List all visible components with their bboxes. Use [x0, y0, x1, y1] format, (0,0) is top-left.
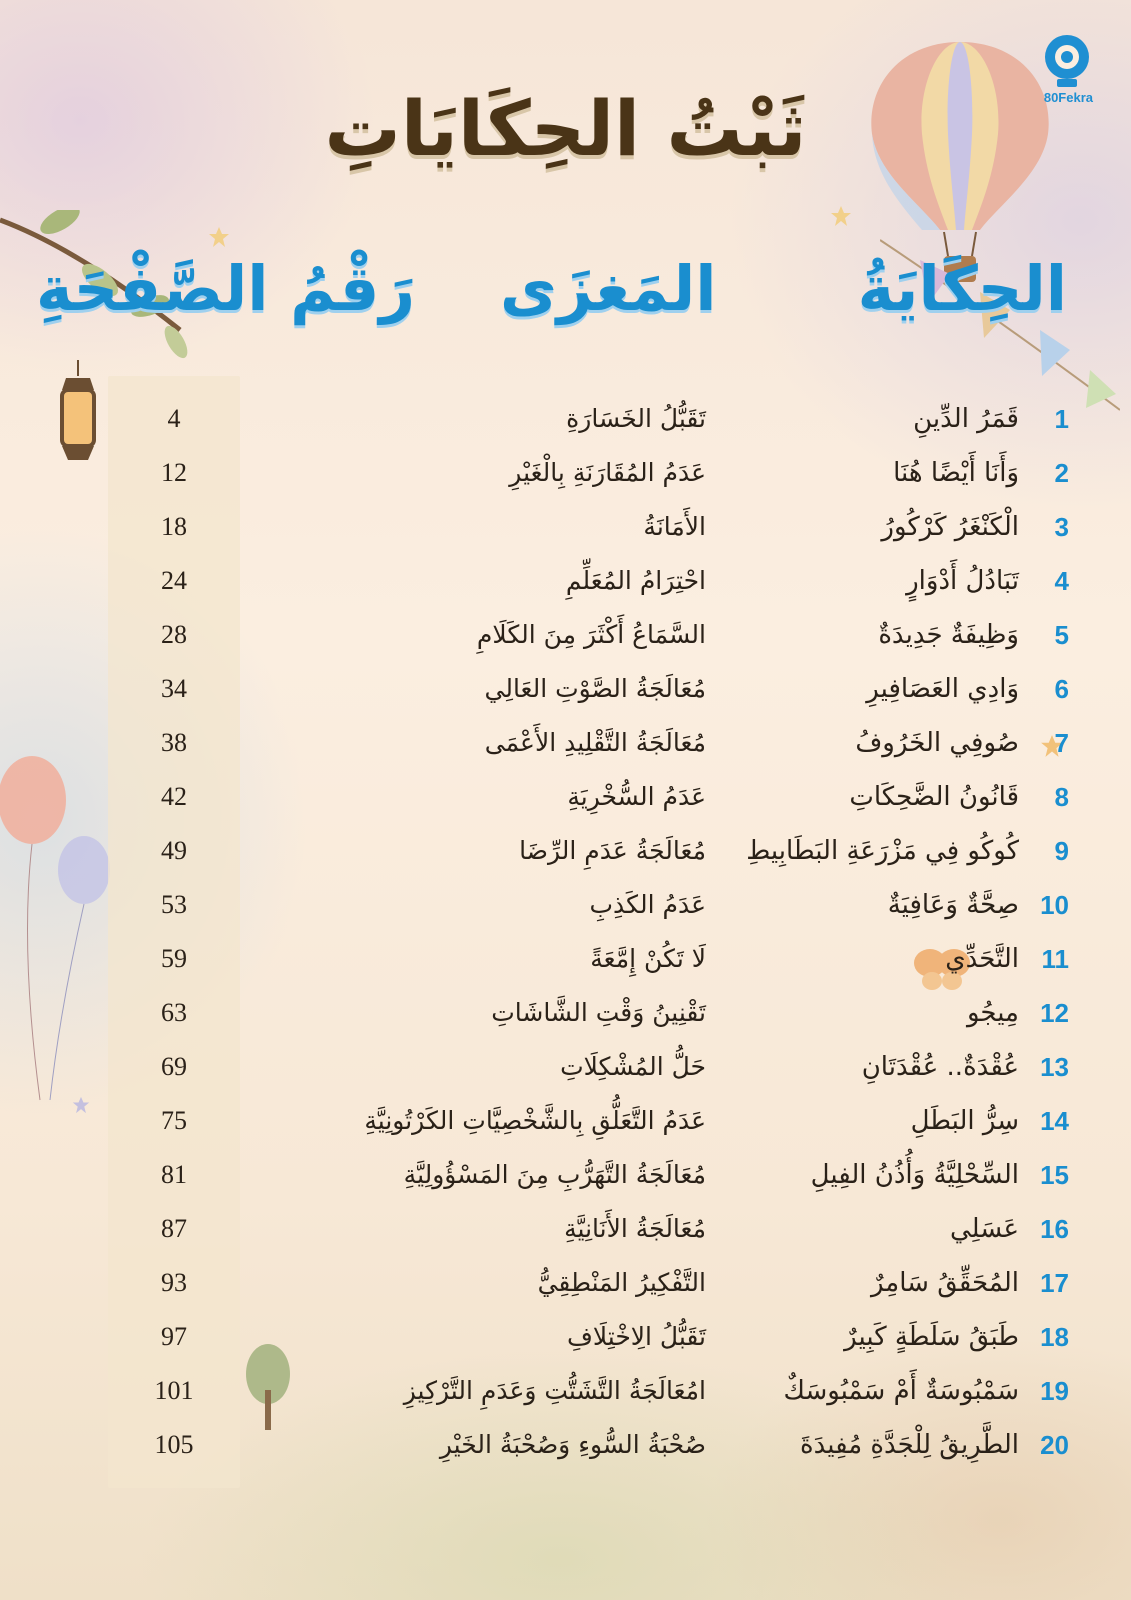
story-number: 9	[1054, 836, 1069, 866]
story-moral: مُعَالَجَةُ التَّهَرُّبِ مِنَ المَسْؤُولِيَّةِ	[403, 1160, 706, 1189]
story-number: 5	[1054, 620, 1069, 650]
story-title: طَبَقُ سَلَطَةٍ كَبِيرٌ	[844, 1322, 1019, 1352]
story-title: صِحَّةٌ وَعَافِيَةٌ	[887, 890, 1019, 920]
page-number: 59	[161, 944, 187, 973]
story-moral: احْتِرَامُ المُعَلِّمِ	[565, 566, 706, 595]
story-number: 4	[1054, 566, 1069, 596]
table-row	[0, 608, 1131, 662]
story-title: كُوكُو فِي مَزْرَعَةِ البَطَابِيطِ	[746, 836, 1019, 866]
story-moral: السَّمَاعُ أَكْثَرَ مِنَ الكَلَامِ	[476, 620, 706, 649]
story-moral: صُحْبَةُ السُّوءِ وَصُحْبَةُ الخَيْرِ	[439, 1430, 706, 1459]
table-row	[0, 1418, 1131, 1472]
story-moral: لَا تَكُنْ إِمَّعَةً	[590, 944, 706, 973]
table-row	[0, 716, 1131, 770]
table-row	[0, 1040, 1131, 1094]
table-row	[0, 878, 1131, 932]
page-number: 69	[161, 1052, 187, 1081]
table-row	[0, 986, 1131, 1040]
story-title: قَمَرُ الدِّينِ	[913, 404, 1019, 434]
page-title: ثَبْتُ الحِكَايَاتِ	[324, 84, 807, 173]
story-number: 20	[1040, 1430, 1069, 1460]
story-title: صُوفِي الخَرُوفُ	[855, 728, 1019, 758]
story-moral: تَقَبُّلُ الِاخْتِلَافِ	[566, 1322, 706, 1351]
column-header-moral: المَغزَى	[500, 252, 717, 325]
column-header-story: الحِكَايَةُ	[857, 252, 1067, 325]
page-number: 93	[161, 1268, 187, 1297]
story-number: 17	[1040, 1268, 1069, 1298]
page-number: 4	[167, 404, 181, 433]
story-moral: مُعَالَجَةُ الأَنَانِيَّةِ	[564, 1214, 706, 1243]
story-number: 18	[1040, 1322, 1069, 1352]
story-number: 16	[1040, 1214, 1069, 1244]
story-title: وَادِي العَصَافِيرِ	[866, 674, 1019, 704]
story-title: مِيجُو	[967, 998, 1019, 1028]
page-number: 12	[161, 458, 187, 487]
story-moral: عَدَمُ التَّعَلُّقِ بِالشَّخْصِيَّاتِ الكَرْتُونِيَّةِ	[364, 1106, 706, 1135]
story-moral: الأَمَانَةُ	[643, 512, 706, 541]
story-number: 11	[1041, 944, 1069, 974]
page-number: 87	[161, 1214, 187, 1243]
table-row	[0, 1148, 1131, 1202]
story-number: 8	[1054, 782, 1069, 812]
story-title: تَبَادُلُ أَدْوَارٍ	[906, 566, 1019, 596]
story-title: وَظِيفَةٌ جَدِيدَةٌ	[878, 620, 1019, 650]
story-title: المُحَقِّقُ سَامِرٌ	[870, 1268, 1019, 1298]
story-title: الطَّرِيقُ لِلْجَدَّةِ مُفِيدَةَ	[799, 1430, 1019, 1460]
page-number: 97	[161, 1322, 187, 1351]
table-row	[0, 1364, 1131, 1418]
story-number: 14	[1040, 1106, 1069, 1136]
story-title: السِّحْلِيَّةُ وَأُذُنُ الفِيلِ	[810, 1160, 1019, 1190]
star-icon	[208, 226, 230, 248]
story-title: عَسَلِي	[950, 1214, 1019, 1244]
story-moral: عَدَمُ السُّخْرِيَةِ	[567, 782, 706, 811]
story-moral: مُعَالَجَةُ التَّقْلِيدِ الأَعْمَى	[484, 728, 706, 757]
table-row	[0, 1094, 1131, 1148]
story-moral: تَقَبُّلُ الخَسَارَةِ	[566, 404, 706, 433]
story-moral: امُعَالَجَةُ التَّشَتُّتِ وَعَدَمِ التَّرْكِيزِ	[403, 1376, 706, 1405]
table-row	[0, 1310, 1131, 1364]
table-row	[0, 662, 1131, 716]
story-number: 2	[1054, 458, 1069, 488]
table-row	[0, 1202, 1131, 1256]
page-number: 63	[161, 998, 187, 1027]
story-number: 13	[1040, 1052, 1069, 1082]
page-number: 75	[161, 1106, 187, 1135]
table-row	[0, 824, 1131, 878]
star-icon	[830, 205, 852, 227]
story-title: سَمْبُوسَةٌ أَمْ سَمْبُوسَكٌ	[783, 1376, 1019, 1406]
table-row	[0, 446, 1131, 500]
column-header-page: رَقْمُ الصَّفْحَةِ	[36, 252, 416, 325]
story-title: سِرُّ البَطَلِ	[910, 1106, 1019, 1136]
page-number: 101	[154, 1376, 194, 1405]
table-row	[0, 554, 1131, 608]
table-row	[0, 770, 1131, 824]
page-number: 38	[161, 728, 187, 757]
story-title: قَانُونُ الضَّحِكَاتِ	[849, 782, 1019, 812]
story-title: التَّحَدِّي	[945, 944, 1019, 974]
brand-name: 80Fekra	[1043, 90, 1093, 105]
story-number: 15	[1040, 1160, 1069, 1190]
story-number: 1	[1054, 404, 1069, 434]
story-moral: مُعَالَجَةُ عَدَمِ الرِّضَا	[519, 836, 706, 865]
story-title: الْكَنْغَرُ كَرْكُورُ	[881, 512, 1019, 542]
story-number: 19	[1040, 1376, 1069, 1406]
story-number: 3	[1054, 512, 1069, 542]
page-number: 34	[161, 674, 187, 703]
story-number: 12	[1040, 998, 1069, 1028]
story-title: وَأَنَا أَيْضًا هُنَا	[893, 458, 1019, 488]
story-number: 10	[1040, 890, 1069, 920]
story-title: عُقْدَةٌ.. عُقْدَتَانِ	[861, 1052, 1019, 1082]
page-number: 53	[161, 890, 187, 919]
story-moral: مُعَالَجَةُ الصَّوْتِ العَالِي	[484, 674, 706, 703]
table-row	[0, 392, 1131, 446]
page-number: 28	[161, 620, 187, 649]
story-moral: التَّفْكِيرُ المَنْطِقِيُّ	[537, 1268, 706, 1297]
page-number: 18	[161, 512, 187, 541]
story-moral: عَدَمُ المُقَارَنَةِ بِالْغَيْرِ	[509, 458, 706, 487]
story-moral: تَقْنِينُ وَقْتِ الشَّاشَاتِ	[491, 998, 706, 1027]
story-moral: عَدَمُ الكَذِبِ	[589, 890, 706, 919]
table-row	[0, 500, 1131, 554]
table-row	[0, 932, 1131, 986]
page-number: 105	[154, 1430, 194, 1459]
story-moral: حَلُّ المُشْكِلَاتِ	[560, 1052, 706, 1081]
page-number: 81	[161, 1160, 187, 1189]
page-number: 42	[161, 782, 187, 811]
page-number: 24	[161, 566, 187, 595]
story-number: 6	[1054, 674, 1069, 704]
story-number: 7	[1054, 728, 1069, 758]
page-number: 49	[161, 836, 187, 865]
table-row	[0, 1256, 1131, 1310]
